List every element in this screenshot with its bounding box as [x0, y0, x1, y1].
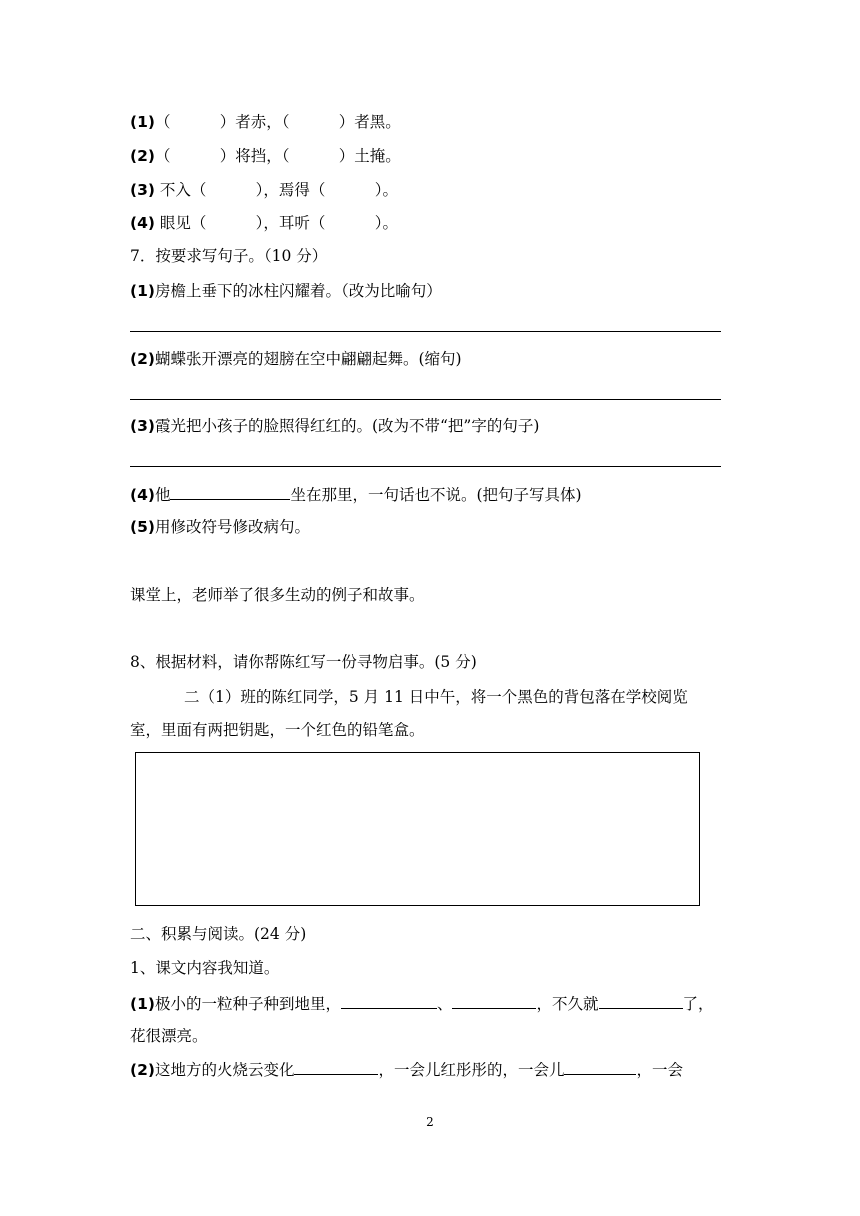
q8-material-line-1: 二（1）班的陈红同学，5 月 11 日中午，将一个黑色的背包落在学校阅览: [184, 688, 688, 706]
fill-blank[interactable]: [294, 1059, 378, 1075]
section-2-q1-title: 1、课文内容我知道。: [130, 959, 280, 977]
s2-item-2: (2)这地方的火烧云变化 ，一会儿红彤彤的，一会儿 ，一会: [130, 1061, 683, 1079]
sick-sentence: 课堂上，老师举了很多生动的例子和故事。: [130, 586, 425, 604]
idiom-line-2: (2)（ ）将挡，（ ）土掩。: [130, 147, 401, 165]
answer-box[interactable]: [135, 752, 700, 906]
q7-item-2: (2)蝴蝶张开漂亮的翅膀在空中翩翩起舞。(缩句): [130, 350, 462, 368]
q7-item-1: (1)房檐上垂下的冰柱闪耀着。（改为比喻句）: [130, 282, 442, 300]
q7-item-5: (5)用修改符号修改病句。: [130, 518, 310, 536]
section-2-title: 二、积累与阅读。(24 分): [130, 925, 307, 943]
q7-item-3: (3)霞光把小孩子的脸照得红红的。(改为不带“把”字的句子): [130, 417, 540, 435]
s2-item-1-cont: 花很漂亮。: [130, 1027, 208, 1045]
q7-title: 7．按要求写句子。（10 分）: [130, 247, 328, 265]
idiom-line-3: (3) 不入（ ），焉得（ ）。: [130, 181, 398, 199]
fill-blank[interactable]: [599, 993, 683, 1009]
idiom-line-4: (4) 眼见（ ），耳听（ ）。: [130, 214, 398, 232]
answer-line-1[interactable]: [130, 331, 721, 332]
idiom-line-1: (1)（ ）者赤，（ ）者黑。: [130, 113, 401, 131]
fill-blank[interactable]: [452, 993, 536, 1009]
fill-blank[interactable]: [564, 1059, 636, 1075]
q8-title: 8、根据材料，请你帮陈红写一份寻物启事。(5 分): [130, 653, 477, 671]
page-number: 2: [426, 1115, 434, 1129]
q8-material-line-2: 室，里面有两把钥匙，一个红色的铅笔盒。: [130, 721, 425, 739]
s2-item-1: (1)极小的一粒种子种到地里， 、 ，不久就 了，: [130, 995, 714, 1013]
answer-line-3[interactable]: [130, 466, 721, 467]
fill-blank[interactable]: [341, 993, 437, 1009]
answer-line-2[interactable]: [130, 399, 721, 400]
q7-item-4: (4)他 坐在那里，一句话也不说。(把句子写具体): [130, 486, 582, 504]
fill-blank[interactable]: [170, 484, 290, 500]
